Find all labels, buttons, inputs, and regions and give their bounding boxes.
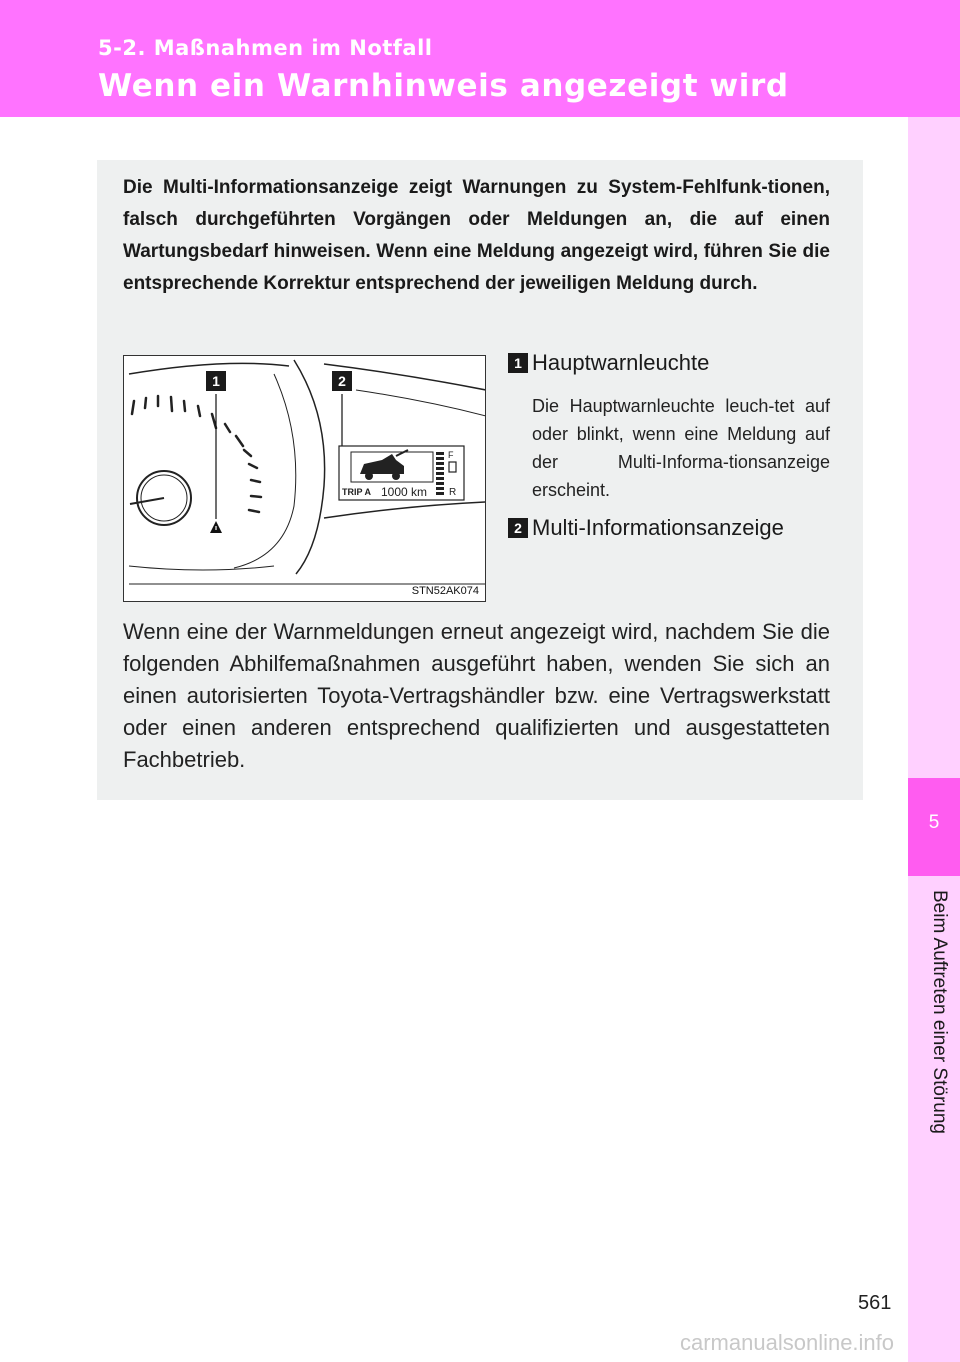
callout-1: [508, 350, 828, 376]
figure-badge-1: 1: [212, 373, 220, 389]
callout-2-title: Multi-Informationsanzeige: [532, 515, 784, 540]
chapter-title: Beim Auftreten einer Störung: [929, 890, 950, 1134]
callout-1-title: Hauptwarnleuchte: [532, 350, 710, 375]
intro-paragraph: Die Multi-Informationsanzeige zeigt Warnungen zu System-Fehlfunk-tionen, falsch durchgeführten Vorgängen oder Meldungen an, die auf einen Wartungsbedarf hinweisen. Wenn eine Meldung angezeigt wird, führen Sie die entsprechende Korrektur entsprechend der jeweiligen Meldung durch.: [123, 177, 830, 294]
chapter-number: 5: [928, 812, 940, 833]
page-header: [0, 0, 960, 117]
gear-indicator: R: [449, 487, 457, 498]
chapter-side-strip: [908, 117, 960, 1362]
instrument-cluster-illustration: [124, 356, 485, 601]
odometer-value: 1000 km: [381, 485, 428, 499]
callout-2-badge: 2: [508, 518, 528, 538]
callout-1-description: Die Hauptwarnleuchte leuch-tet auf oder blinkt, wenn eine Meldung auf der Multi-Informa-tionsanzeige erscheint.: [532, 396, 830, 500]
page-number: 561: [858, 1292, 892, 1314]
figure-code: STN52AK074: [411, 585, 479, 597]
callout-1-badge: 1: [508, 353, 528, 373]
svg-text:F: F: [448, 450, 454, 460]
outro-paragraph: Wenn eine der Warnmeldungen erneut angezeigt wird, nachdem Sie die folgenden Abhilfemaßnahmen ausgeführt haben, wenden Sie sich an einen autorisierten Toyota-Vertragshändler bzw. eine Vertragswerkstatt oder einen anderen entsprechend qualifizierten und ausgestatteten Fachbetrieb.: [123, 619, 830, 772]
section-label: 5-2. Maßnahmen im Notfall: [98, 36, 433, 60]
figure-badge-2: 2: [338, 373, 346, 389]
trip-label: TRIP A: [342, 487, 372, 497]
callout-2: [508, 515, 828, 541]
watermark: carmanualsonline.info: [680, 1330, 895, 1355]
instrument-cluster-figure: [123, 355, 486, 602]
page-title: Wenn ein Warnhinweis angezeigt wird: [98, 68, 789, 104]
